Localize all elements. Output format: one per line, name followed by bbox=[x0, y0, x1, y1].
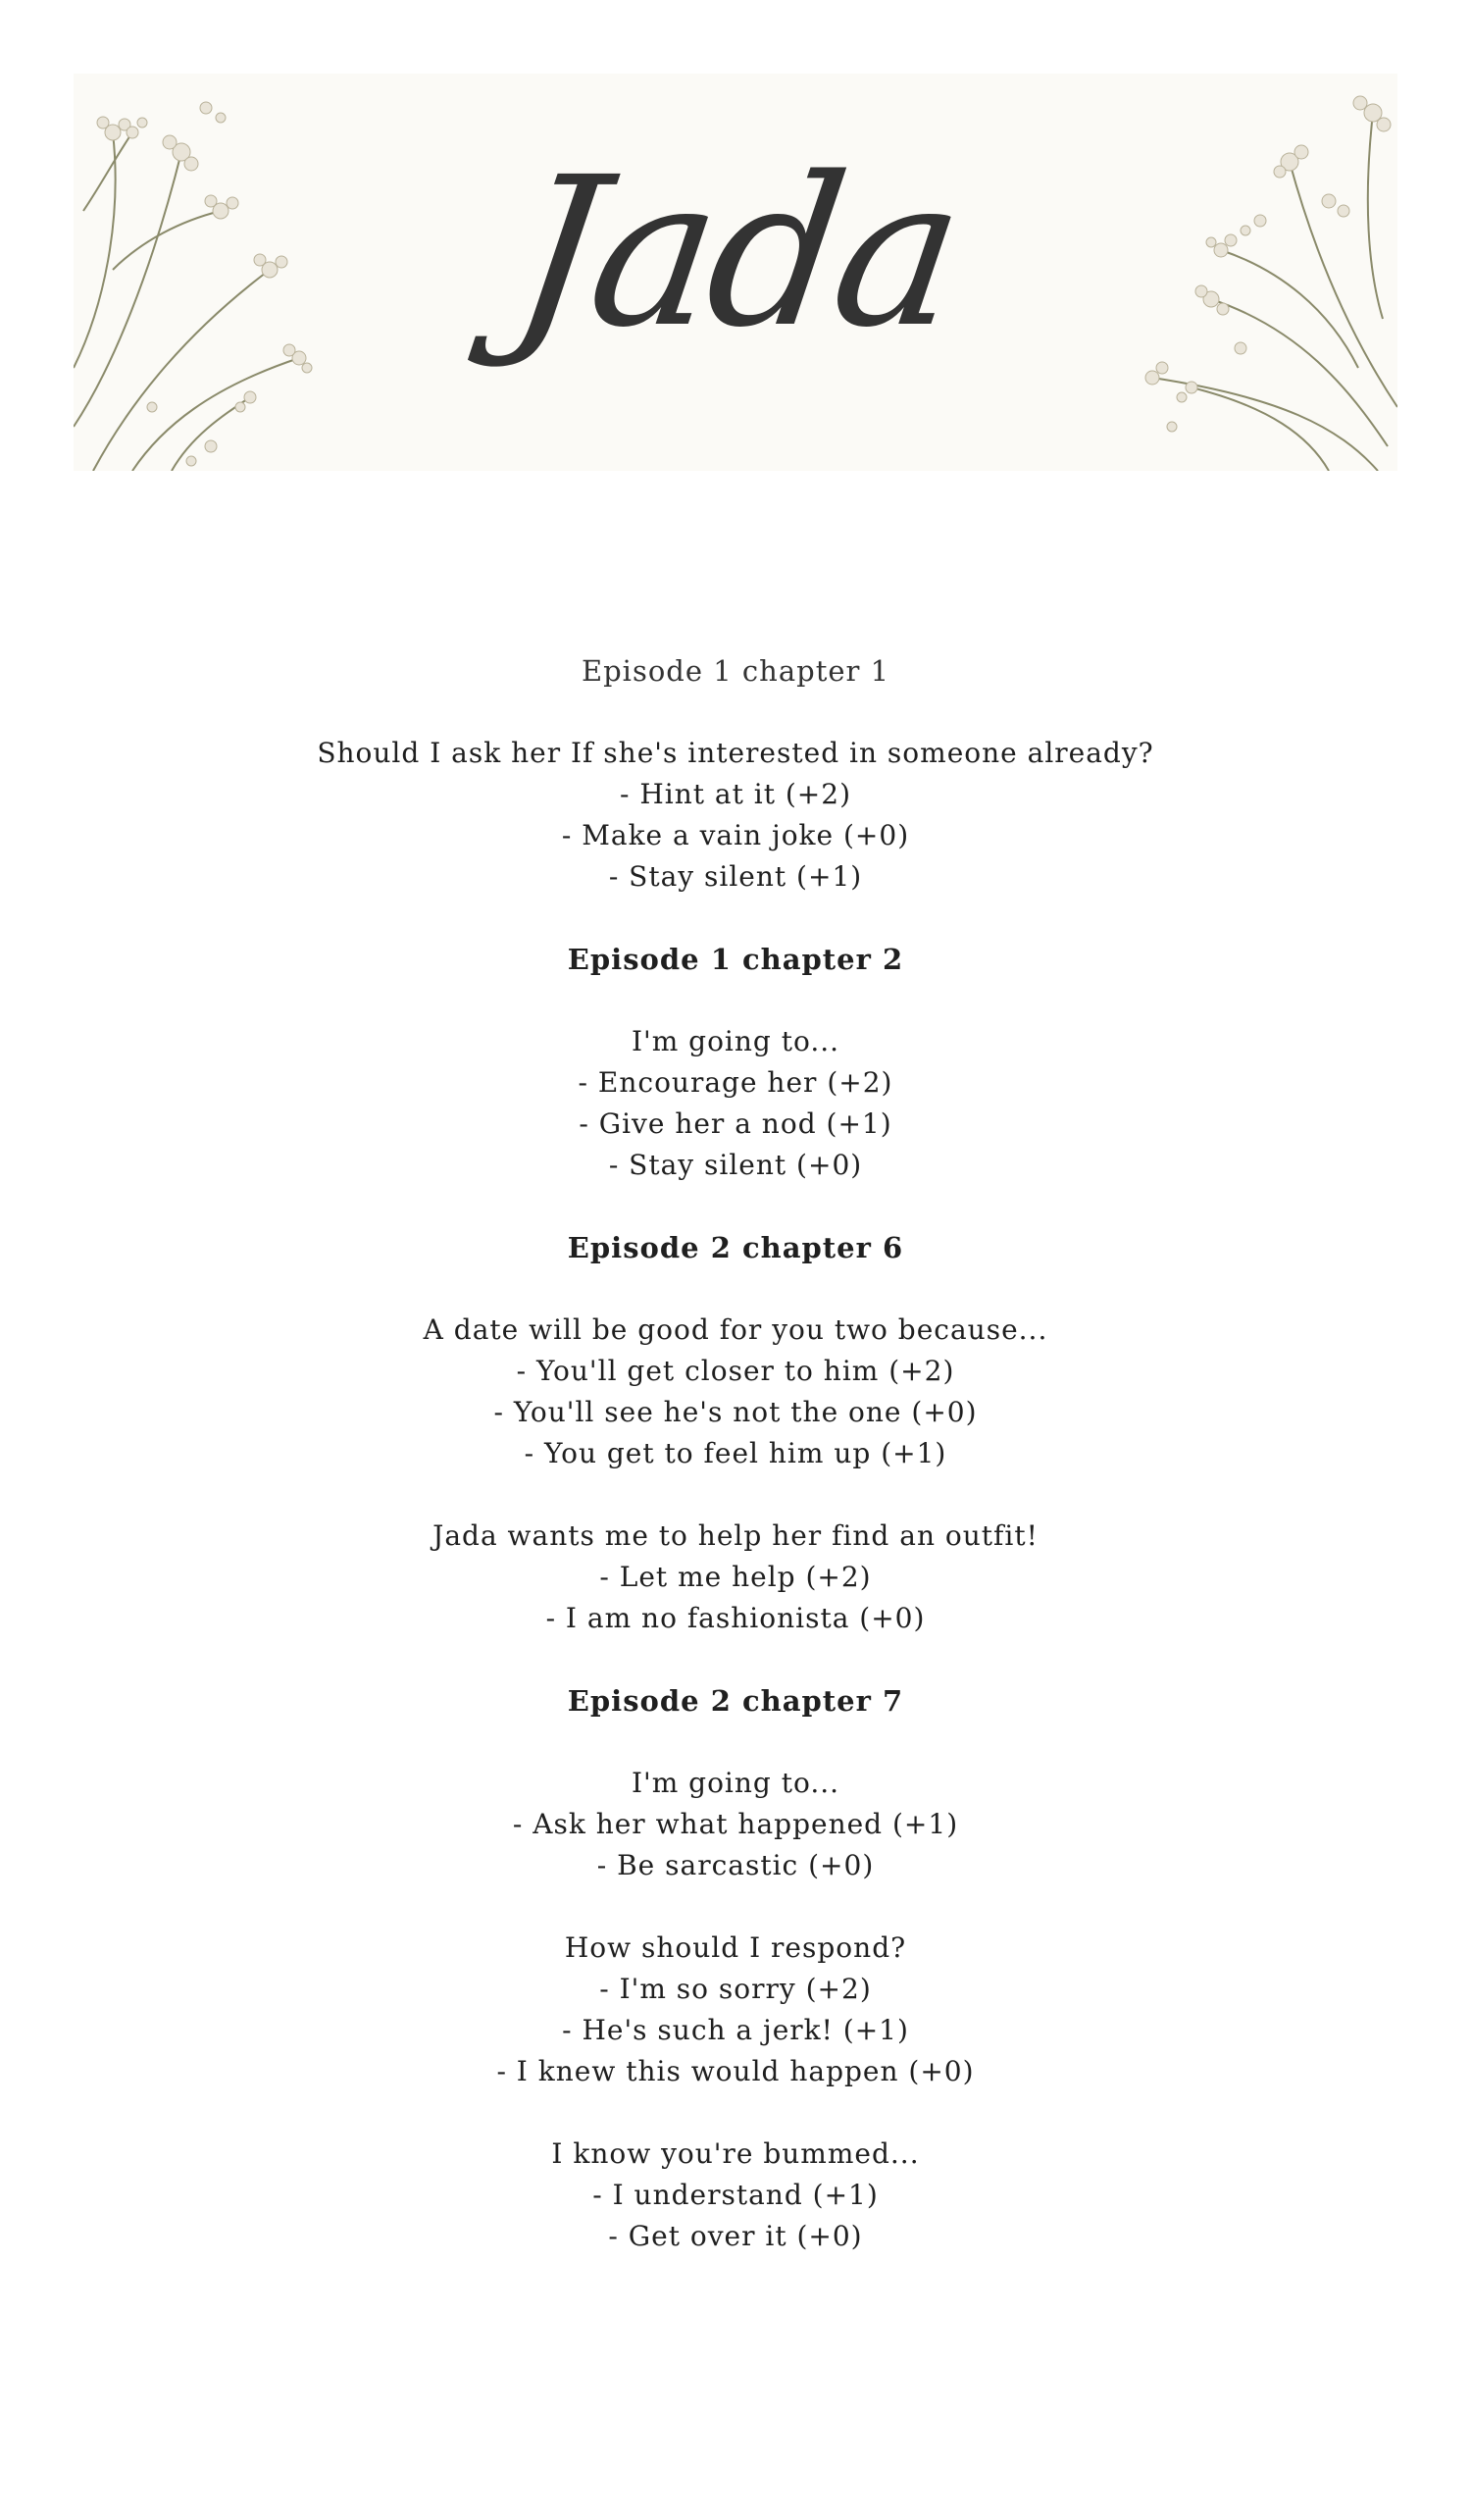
choice-option: - Encourage her (+2) bbox=[578, 1066, 893, 1099]
choice-option: - Stay silent (+0) bbox=[608, 1149, 863, 1181]
episode-heading: Episode 2 chapter 6 bbox=[567, 1231, 904, 1264]
episode-heading: Episode 2 chapter 7 bbox=[567, 1684, 904, 1718]
section-heading bbox=[0, 650, 1471, 692]
episode-heading: Episode 1 chapter 2 bbox=[567, 943, 904, 976]
choice-option: - You get to feel him up (+1) bbox=[524, 1437, 947, 1469]
choice-option: - Hint at it (+2) bbox=[620, 778, 851, 810]
choice-option: - Let me help (+2) bbox=[599, 1561, 872, 1593]
choice-option: - Stay silent (+1) bbox=[608, 860, 863, 893]
choice-group bbox=[0, 1516, 1471, 1639]
choice-prompt: Jada wants me to help her find an outfit! bbox=[432, 1519, 1039, 1552]
choice-prompt: A date will be good for you two because... bbox=[423, 1313, 1048, 1346]
choice-prompt: I'm going to... bbox=[631, 1767, 840, 1799]
choice-option: - I knew this would happen (+0) bbox=[496, 2055, 975, 2087]
choice-prompt: I know you're bummed... bbox=[551, 2137, 920, 2170]
choice-group bbox=[0, 1928, 1471, 2092]
choice-option: - You'll see he's not the one (+0) bbox=[493, 1396, 978, 1428]
choices-guide bbox=[0, 650, 1471, 2298]
choice-group bbox=[0, 1763, 1471, 1886]
dried-flowers-right-illustration bbox=[1133, 74, 1397, 471]
choice-option: - Make a vain joke (+0) bbox=[561, 819, 910, 851]
choice-option: - I understand (+1) bbox=[592, 2179, 879, 2211]
section-heading bbox=[0, 1680, 1471, 1722]
choice-group bbox=[0, 1021, 1471, 1186]
choice-group bbox=[0, 2134, 1471, 2257]
choice-option: - Get over it (+0) bbox=[608, 2220, 863, 2252]
page-title: Jada bbox=[500, 132, 971, 373]
choice-prompt: Should I ask her If she's interested in someone already? bbox=[317, 737, 1154, 769]
choice-prompt: I'm going to... bbox=[631, 1025, 840, 1057]
choice-option: - Ask her what happened (+1) bbox=[512, 1808, 959, 1840]
choice-prompt: How should I respond? bbox=[564, 1931, 907, 1964]
header-banner bbox=[74, 74, 1397, 471]
choice-option: - I'm so sorry (+2) bbox=[599, 1973, 872, 2005]
section-heading bbox=[0, 939, 1471, 980]
choice-option: - I am no fashionista (+0) bbox=[545, 1602, 926, 1634]
choice-option: - Be sarcastic (+0) bbox=[596, 1849, 875, 1881]
choice-group bbox=[0, 733, 1471, 898]
choice-option: - Give her a nod (+1) bbox=[579, 1107, 892, 1140]
choice-option: - You'll get closer to him (+2) bbox=[516, 1355, 955, 1387]
section-heading bbox=[0, 1227, 1471, 1268]
choice-option: - He's such a jerk! (+1) bbox=[562, 2014, 909, 2046]
choice-group bbox=[0, 1310, 1471, 1474]
episode-heading: Episode 1 chapter 1 bbox=[581, 654, 890, 688]
